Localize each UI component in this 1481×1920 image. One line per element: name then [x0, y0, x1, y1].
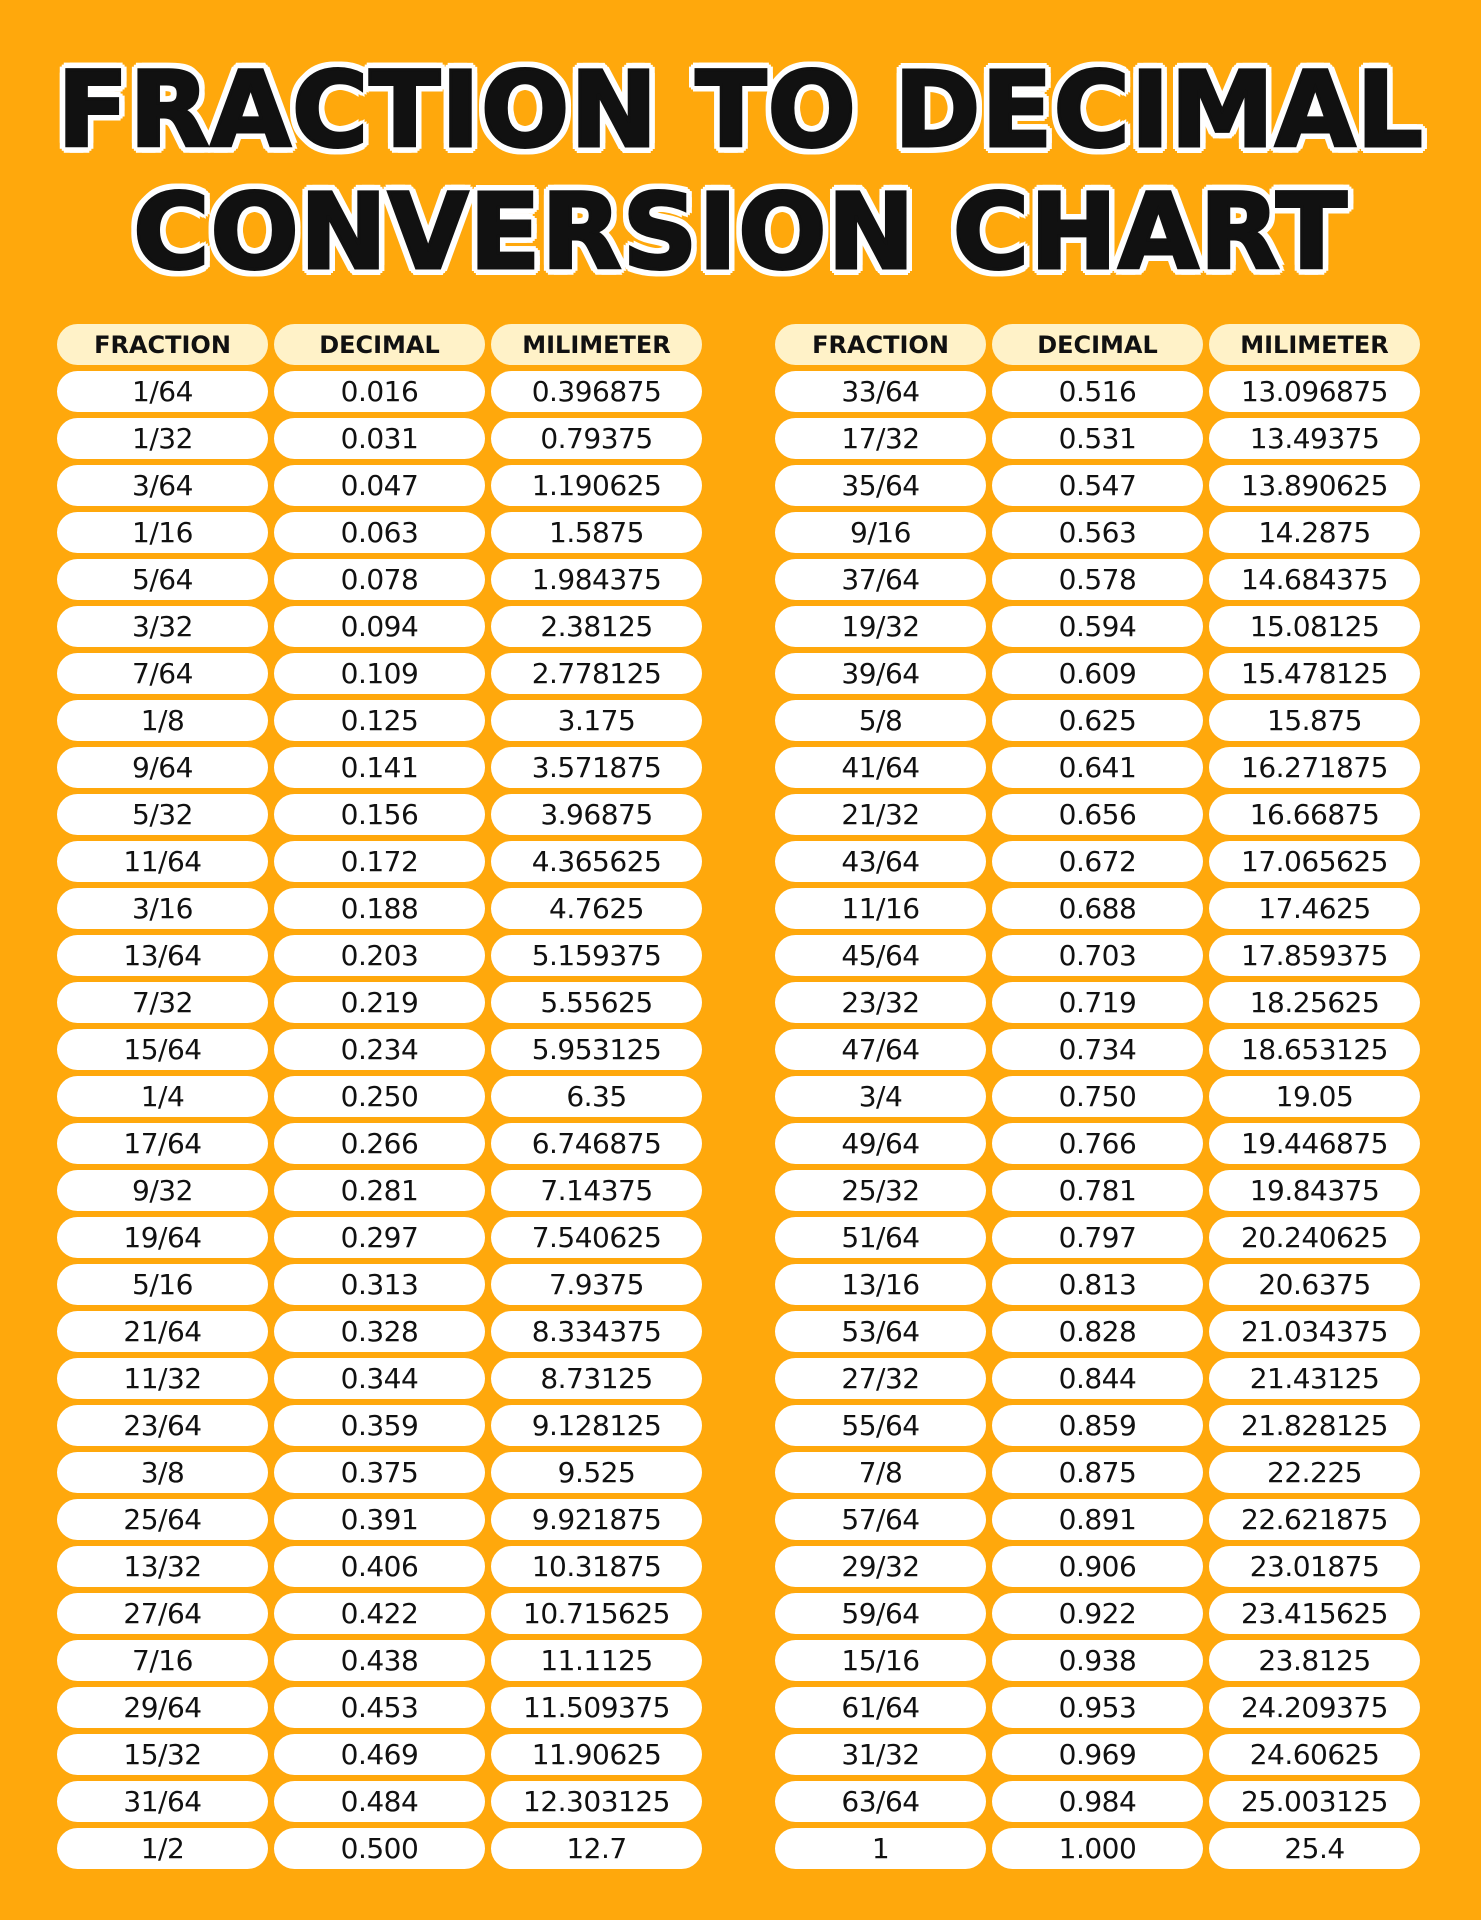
table-row [775, 559, 1420, 600]
decimal-cell: 0.406 [274, 1546, 485, 1587]
decimal-cell: 0.078 [274, 559, 485, 600]
decimal-cell: 0.859 [992, 1405, 1203, 1446]
millimeter-cell: 14.2875 [1209, 512, 1420, 553]
table-row [57, 982, 702, 1023]
millimeter-cell: 2.778125 [491, 653, 702, 694]
decimal-cell: 0.328 [274, 1311, 485, 1352]
decimal-cell: 0.766 [992, 1123, 1203, 1164]
millimeter-cell: 13.49375 [1209, 418, 1420, 459]
fraction-cell: 61/64 [775, 1687, 986, 1728]
fraction-cell: 53/64 [775, 1311, 986, 1352]
decimal-cell: 0.781 [992, 1170, 1203, 1211]
millimeter-cell: 9.128125 [491, 1405, 702, 1446]
table-row [775, 371, 1420, 412]
decimal-cell: 0.797 [992, 1217, 1203, 1258]
fraction-cell: 59/64 [775, 1593, 986, 1634]
table-row [57, 700, 702, 741]
decimal-cell: 0.703 [992, 935, 1203, 976]
fraction-cell: 7/16 [57, 1640, 268, 1681]
millimeter-cell: 19.84375 [1209, 1170, 1420, 1211]
fraction-cell: 11/32 [57, 1358, 268, 1399]
millimeter-cell: 4.365625 [491, 841, 702, 882]
fraction-cell: 13/16 [775, 1264, 986, 1305]
millimeter-cell: 9.921875 [491, 1499, 702, 1540]
table-row [57, 512, 702, 553]
millimeter-cell: 22.225 [1209, 1452, 1420, 1493]
millimeter-cell: 19.05 [1209, 1076, 1420, 1117]
decimal-cell: 0.594 [992, 606, 1203, 647]
millimeter-cell: 22.621875 [1209, 1499, 1420, 1540]
decimal-cell: 0.391 [274, 1499, 485, 1540]
header-millimeter: MILIMETER [1209, 324, 1420, 365]
millimeter-cell: 3.571875 [491, 747, 702, 788]
millimeter-cell: 7.540625 [491, 1217, 702, 1258]
decimal-cell: 0.563 [992, 512, 1203, 553]
fraction-cell: 31/32 [775, 1734, 986, 1775]
fraction-cell: 9/16 [775, 512, 986, 553]
fraction-cell: 3/8 [57, 1452, 268, 1493]
decimal-cell: 0.656 [992, 794, 1203, 835]
table-row [57, 371, 702, 412]
table-row [57, 1499, 702, 1540]
decimal-cell: 0.375 [274, 1452, 485, 1493]
millimeter-cell: 5.953125 [491, 1029, 702, 1070]
millimeter-cell: 11.1125 [491, 1640, 702, 1681]
table-row [775, 1264, 1420, 1305]
millimeter-cell: 3.175 [491, 700, 702, 741]
fraction-cell: 9/32 [57, 1170, 268, 1211]
decimal-cell: 0.875 [992, 1452, 1203, 1493]
header-fraction: FRACTION [775, 324, 986, 365]
fraction-cell: 41/64 [775, 747, 986, 788]
table-row [775, 888, 1420, 929]
decimal-cell: 0.953 [992, 1687, 1203, 1728]
decimal-cell: 0.734 [992, 1029, 1203, 1070]
millimeter-cell: 17.859375 [1209, 935, 1420, 976]
millimeter-cell: 20.6375 [1209, 1264, 1420, 1305]
millimeter-cell: 13.890625 [1209, 465, 1420, 506]
table-row [775, 1828, 1420, 1869]
millimeter-cell: 9.525 [491, 1452, 702, 1493]
table-row [57, 559, 702, 600]
table-row [57, 1593, 702, 1634]
table-row [57, 935, 702, 976]
millimeter-cell: 19.446875 [1209, 1123, 1420, 1164]
millimeter-cell: 21.034375 [1209, 1311, 1420, 1352]
table-row [57, 653, 702, 694]
millimeter-cell: 16.66875 [1209, 794, 1420, 835]
decimal-cell: 0.172 [274, 841, 485, 882]
decimal-cell: 0.578 [992, 559, 1203, 600]
table-row [775, 1734, 1420, 1775]
fraction-cell: 1/4 [57, 1076, 268, 1117]
table-row [57, 1640, 702, 1681]
fraction-cell: 7/8 [775, 1452, 986, 1493]
millimeter-cell: 21.828125 [1209, 1405, 1420, 1446]
millimeter-cell: 15.478125 [1209, 653, 1420, 694]
decimal-cell: 0.109 [274, 653, 485, 694]
table-row [57, 1734, 702, 1775]
fraction-cell: 13/32 [57, 1546, 268, 1587]
fraction-cell: 15/16 [775, 1640, 986, 1681]
decimal-cell: 0.453 [274, 1687, 485, 1728]
table-row [775, 512, 1420, 553]
fraction-cell: 27/64 [57, 1593, 268, 1634]
table-row [57, 747, 702, 788]
decimal-cell: 0.813 [992, 1264, 1203, 1305]
table-row [775, 653, 1420, 694]
millimeter-cell: 8.334375 [491, 1311, 702, 1352]
decimal-cell: 0.031 [274, 418, 485, 459]
millimeter-cell: 21.43125 [1209, 1358, 1420, 1399]
millimeter-cell: 12.7 [491, 1828, 702, 1869]
table-row [775, 747, 1420, 788]
table-row [57, 1546, 702, 1587]
millimeter-cell: 15.875 [1209, 700, 1420, 741]
table-row [57, 1029, 702, 1070]
decimal-cell: 0.922 [992, 1593, 1203, 1634]
decimal-cell: 0.719 [992, 982, 1203, 1023]
millimeter-cell: 3.96875 [491, 794, 702, 835]
table-row [57, 1217, 702, 1258]
millimeter-cell: 20.240625 [1209, 1217, 1420, 1258]
fraction-cell: 21/64 [57, 1311, 268, 1352]
millimeter-cell: 23.01875 [1209, 1546, 1420, 1587]
millimeter-cell: 7.9375 [491, 1264, 702, 1305]
fraction-cell: 55/64 [775, 1405, 986, 1446]
fraction-cell: 5/64 [57, 559, 268, 600]
fraction-cell: 23/32 [775, 982, 986, 1023]
decimal-cell: 0.891 [992, 1499, 1203, 1540]
page-title-line-2: CONVERSION CHART [133, 171, 1348, 293]
page-title-line-1: FRACTION TO DECIMAL [57, 49, 1424, 171]
millimeter-cell: 15.08125 [1209, 606, 1420, 647]
table-row [775, 1358, 1420, 1399]
fraction-cell: 29/64 [57, 1687, 268, 1728]
table-row [775, 465, 1420, 506]
fraction-cell: 17/32 [775, 418, 986, 459]
millimeter-cell: 16.271875 [1209, 747, 1420, 788]
decimal-cell: 0.844 [992, 1358, 1203, 1399]
fraction-cell: 5/16 [57, 1264, 268, 1305]
table-row [57, 1828, 702, 1869]
fraction-cell: 7/32 [57, 982, 268, 1023]
decimal-cell: 0.688 [992, 888, 1203, 929]
fraction-cell: 31/64 [57, 1781, 268, 1822]
table-row [775, 1076, 1420, 1117]
millimeter-cell: 10.715625 [491, 1593, 702, 1634]
fraction-cell: 19/32 [775, 606, 986, 647]
table-row [57, 1405, 702, 1446]
decimal-cell: 0.500 [274, 1828, 485, 1869]
fraction-cell: 15/64 [57, 1029, 268, 1070]
table-row [57, 1687, 702, 1728]
decimal-cell: 0.234 [274, 1029, 485, 1070]
decimal-cell: 0.047 [274, 465, 485, 506]
millimeter-cell: 13.096875 [1209, 371, 1420, 412]
fraction-cell: 35/64 [775, 465, 986, 506]
table-row [775, 841, 1420, 882]
table-row [57, 1781, 702, 1822]
table-row [57, 418, 702, 459]
fraction-cell: 29/32 [775, 1546, 986, 1587]
table-row [57, 465, 702, 506]
decimal-cell: 0.984 [992, 1781, 1203, 1822]
millimeter-cell: 17.4625 [1209, 888, 1420, 929]
millimeter-cell: 11.509375 [491, 1687, 702, 1728]
fraction-cell: 25/64 [57, 1499, 268, 1540]
fraction-cell: 11/16 [775, 888, 986, 929]
fraction-cell: 13/64 [57, 935, 268, 976]
decimal-cell: 0.547 [992, 465, 1203, 506]
millimeter-cell: 24.60625 [1209, 1734, 1420, 1775]
fraction-cell: 1/64 [57, 371, 268, 412]
millimeter-cell: 6.746875 [491, 1123, 702, 1164]
fraction-cell: 47/64 [775, 1029, 986, 1070]
table-row [775, 1217, 1420, 1258]
decimal-cell: 0.609 [992, 653, 1203, 694]
table-row [775, 1170, 1420, 1211]
fraction-cell: 3/4 [775, 1076, 986, 1117]
millimeter-cell: 23.415625 [1209, 1593, 1420, 1634]
table-row [57, 1264, 702, 1305]
fraction-cell: 1/8 [57, 700, 268, 741]
fraction-cell: 25/32 [775, 1170, 986, 1211]
millimeter-cell: 6.35 [491, 1076, 702, 1117]
table-row [775, 418, 1420, 459]
millimeter-cell: 1.5875 [491, 512, 702, 553]
decimal-cell: 0.094 [274, 606, 485, 647]
fraction-cell: 7/64 [57, 653, 268, 694]
header-decimal: DECIMAL [992, 324, 1203, 365]
millimeter-cell: 11.90625 [491, 1734, 702, 1775]
millimeter-cell: 1.984375 [491, 559, 702, 600]
table-row [57, 1452, 702, 1493]
fraction-cell: 15/32 [57, 1734, 268, 1775]
decimal-cell: 0.250 [274, 1076, 485, 1117]
millimeter-cell: 12.303125 [491, 1781, 702, 1822]
table-row [775, 935, 1420, 976]
fraction-cell: 1/2 [57, 1828, 268, 1869]
header-decimal: DECIMAL [274, 324, 485, 365]
decimal-cell: 0.969 [992, 1734, 1203, 1775]
decimal-cell: 0.188 [274, 888, 485, 929]
fraction-cell: 39/64 [775, 653, 986, 694]
table-header-row [57, 324, 702, 365]
decimal-cell: 0.531 [992, 418, 1203, 459]
table-row [775, 1640, 1420, 1681]
header-fraction: FRACTION [57, 324, 268, 365]
fraction-cell: 49/64 [775, 1123, 986, 1164]
conversion-table-right [775, 324, 1420, 1875]
fraction-cell: 43/64 [775, 841, 986, 882]
decimal-cell: 0.750 [992, 1076, 1203, 1117]
fraction-cell: 5/8 [775, 700, 986, 741]
millimeter-cell: 8.73125 [491, 1358, 702, 1399]
table-row [57, 794, 702, 835]
decimal-cell: 0.828 [992, 1311, 1203, 1352]
fraction-cell: 19/64 [57, 1217, 268, 1258]
millimeter-cell: 24.209375 [1209, 1687, 1420, 1728]
decimal-cell: 0.641 [992, 747, 1203, 788]
decimal-cell: 0.359 [274, 1405, 485, 1446]
fraction-cell: 27/32 [775, 1358, 986, 1399]
fraction-cell: 23/64 [57, 1405, 268, 1446]
decimal-cell: 0.125 [274, 700, 485, 741]
table-row [57, 1123, 702, 1164]
table-row [775, 1123, 1420, 1164]
millimeter-cell: 10.31875 [491, 1546, 702, 1587]
table-row [775, 1687, 1420, 1728]
fraction-cell: 17/64 [57, 1123, 268, 1164]
millimeter-cell: 14.684375 [1209, 559, 1420, 600]
decimal-cell: 0.625 [992, 700, 1203, 741]
table-row [775, 1499, 1420, 1540]
fraction-cell: 51/64 [775, 1217, 986, 1258]
table-row [57, 1311, 702, 1352]
table-row [775, 700, 1420, 741]
millimeter-cell: 25.003125 [1209, 1781, 1420, 1822]
decimal-cell: 0.938 [992, 1640, 1203, 1681]
table-row [775, 1405, 1420, 1446]
table-row [775, 1029, 1420, 1070]
millimeter-cell: 0.396875 [491, 371, 702, 412]
millimeter-cell: 17.065625 [1209, 841, 1420, 882]
table-row [775, 1781, 1420, 1822]
decimal-cell: 0.219 [274, 982, 485, 1023]
decimal-cell: 0.484 [274, 1781, 485, 1822]
table-row [775, 794, 1420, 835]
decimal-cell: 0.297 [274, 1217, 485, 1258]
table-row [57, 1076, 702, 1117]
millimeter-cell: 5.159375 [491, 935, 702, 976]
decimal-cell: 0.141 [274, 747, 485, 788]
fraction-cell: 1/16 [57, 512, 268, 553]
fraction-cell: 9/64 [57, 747, 268, 788]
conversion-table-left [57, 324, 702, 1875]
millimeter-cell: 0.79375 [491, 418, 702, 459]
table-row [775, 982, 1420, 1023]
decimal-cell: 0.016 [274, 371, 485, 412]
table-row [57, 1170, 702, 1211]
millimeter-cell: 5.55625 [491, 982, 702, 1023]
decimal-cell: 0.438 [274, 1640, 485, 1681]
decimal-cell: 0.063 [274, 512, 485, 553]
table-row [57, 888, 702, 929]
fraction-cell: 21/32 [775, 794, 986, 835]
millimeter-cell: 1.190625 [491, 465, 702, 506]
millimeter-cell: 23.8125 [1209, 1640, 1420, 1681]
decimal-cell: 0.906 [992, 1546, 1203, 1587]
millimeter-cell: 4.7625 [491, 888, 702, 929]
table-row [57, 841, 702, 882]
millimeter-cell: 18.653125 [1209, 1029, 1420, 1070]
fraction-cell: 37/64 [775, 559, 986, 600]
header-millimeter: MILIMETER [491, 324, 702, 365]
millimeter-cell: 25.4 [1209, 1828, 1420, 1869]
table-row [775, 1311, 1420, 1352]
table-row [57, 1358, 702, 1399]
decimal-cell: 0.516 [992, 371, 1203, 412]
decimal-cell: 0.313 [274, 1264, 485, 1305]
fraction-cell: 63/64 [775, 1781, 986, 1822]
decimal-cell: 0.422 [274, 1593, 485, 1634]
table-row [775, 1593, 1420, 1634]
decimal-cell: 0.156 [274, 794, 485, 835]
table-header-row [775, 324, 1420, 365]
decimal-cell: 1.000 [992, 1828, 1203, 1869]
fraction-cell: 11/64 [57, 841, 268, 882]
millimeter-cell: 7.14375 [491, 1170, 702, 1211]
fraction-cell: 3/16 [57, 888, 268, 929]
table-row [775, 606, 1420, 647]
table-row [775, 1452, 1420, 1493]
fraction-cell: 1 [775, 1828, 986, 1869]
decimal-cell: 0.203 [274, 935, 485, 976]
fraction-cell: 33/64 [775, 371, 986, 412]
table-row [57, 606, 702, 647]
fraction-cell: 1/32 [57, 418, 268, 459]
millimeter-cell: 2.38125 [491, 606, 702, 647]
decimal-cell: 0.344 [274, 1358, 485, 1399]
table-row [775, 1546, 1420, 1587]
decimal-cell: 0.672 [992, 841, 1203, 882]
decimal-cell: 0.281 [274, 1170, 485, 1211]
decimal-cell: 0.469 [274, 1734, 485, 1775]
fraction-cell: 45/64 [775, 935, 986, 976]
fraction-cell: 3/32 [57, 606, 268, 647]
decimal-cell: 0.266 [274, 1123, 485, 1164]
fraction-cell: 3/64 [57, 465, 268, 506]
fraction-cell: 5/32 [57, 794, 268, 835]
millimeter-cell: 18.25625 [1209, 982, 1420, 1023]
fraction-cell: 57/64 [775, 1499, 986, 1540]
